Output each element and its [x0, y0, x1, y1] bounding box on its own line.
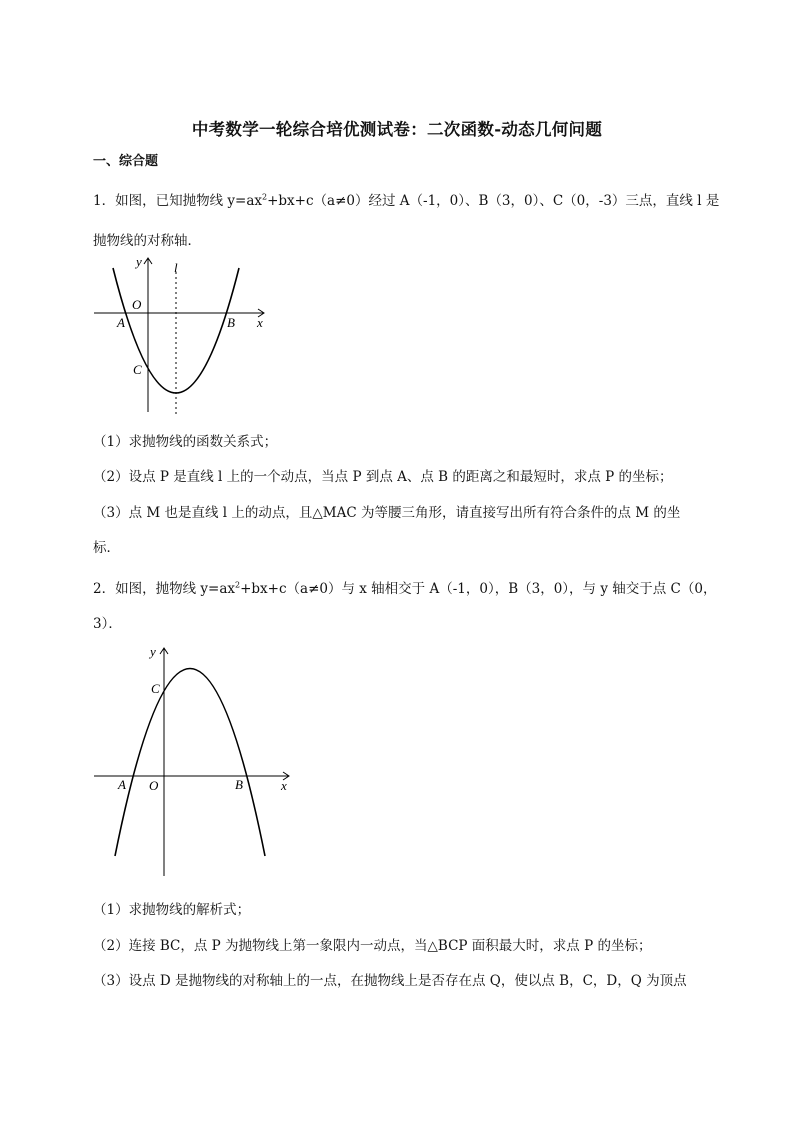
q2-label-y: y	[150, 644, 156, 659]
q1-part2: （2）设点 P 是直线 l 上的一个动点，当点 P 到点 A、点 B 的距离之和最短时，求点 P 的坐标；	[93, 469, 673, 485]
q1-label-C: C	[133, 362, 142, 377]
q1-label-A: A	[117, 315, 125, 330]
q2-stem-line1	[93, 577, 716, 597]
q1-label-O: O	[132, 297, 142, 312]
q1-stem-b: +bx+c（a≠0）经过 A（-1，0）、B（3，0）、C（0，-3）三点，直线 l 是	[267, 193, 720, 209]
q2-stem-b: +bx+c（a≠0）与 x 轴相交于 A（-1，0），B（3，0），与 y 轴交于点 C（0，	[240, 581, 717, 597]
q1-stem-line2: 抛物线的对称轴．	[93, 233, 201, 249]
q1-label-B: B	[227, 315, 235, 330]
q1-parabola	[113, 268, 239, 393]
q1-stem-a: 1．如图，已知抛物线 y=ax	[93, 193, 262, 209]
q1-stem-sup: 2	[261, 192, 268, 202]
q2-part3: （3）设点 D 是抛物线的对称轴上的一点，在抛物线上是否存在点 Q，使以点 B，C，D，Q 为顶点	[93, 973, 687, 989]
q2-label-A: A	[118, 777, 126, 792]
q2-figure	[90, 640, 305, 880]
q1-label-l: l	[174, 260, 178, 275]
q2-label-O: O	[149, 778, 159, 793]
q2-label-x: x	[281, 778, 287, 793]
q2-parabola	[115, 669, 265, 857]
q2-part1: （1）求抛物线的解析式；	[93, 902, 251, 918]
q2-label-B: B	[235, 777, 243, 792]
section-heading: 一、综合题	[93, 154, 159, 169]
document-title: 中考数学一轮综合培优测试卷：二次函数-动态几何问题	[191, 120, 603, 139]
q1-label-y: y	[136, 254, 142, 269]
q2-stem-sup: 2	[234, 580, 241, 590]
q1-stem-line1	[93, 189, 719, 209]
q1-figure	[90, 252, 280, 420]
q1-label-x: x	[257, 315, 263, 330]
q1-part3-line1: （3）点 M 也是直线 l 上的动点，且△MAC 为等腰三角形，请直接写出所有符合条件的点 M 的坐	[93, 505, 681, 521]
q2-stem-a: 2．如图，抛物线 y=ax	[93, 581, 235, 597]
q1-part3-line2: 标．	[93, 540, 120, 556]
q1-part1: （1）求抛物线的函数关系式；	[93, 434, 278, 450]
q2-part2: （2）连接 BC，点 P 为抛物线上第一象限内一动点，当△BCP 面积最大时，求点 P 的坐标；	[93, 938, 652, 954]
q2-label-C: C	[151, 681, 160, 696]
q2-stem-line2: 3）．	[93, 616, 122, 632]
